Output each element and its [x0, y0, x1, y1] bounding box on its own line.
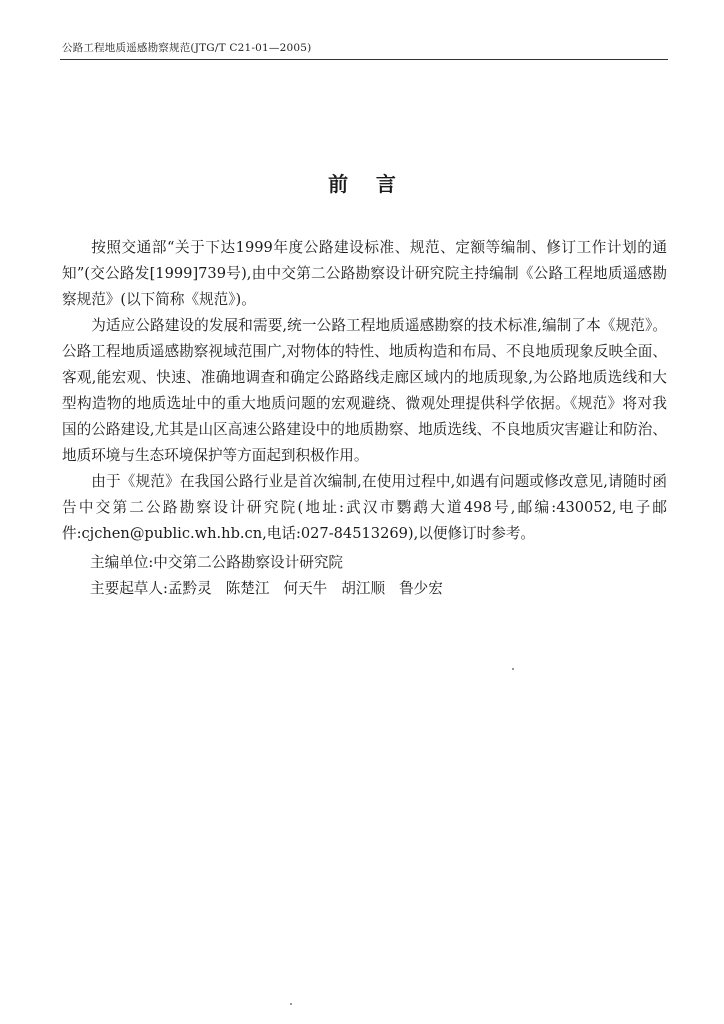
drafter-name: 胡江顺: [341, 580, 386, 597]
preface-body: [62, 235, 667, 547]
scan-speck: [512, 668, 514, 670]
running-header: 公路工程地质遥感勘察规范(JTG/T C21-01—2005): [62, 42, 312, 54]
paragraph-2: 为适应公路建设的发展和需要,统一公路工程地质遥感勘察的技术标准,编制了本《规范》。公路工程地质遥感勘察视域范围广,对物体的特性、地质构造和布局、不良地质现象反映全面、客观,能宏观、快速、准确地调查和确定公路路线走廊区域内的地质现象,为公路地质选线和大型构造物的地质选址中的重大地质问题的宏观避绕、微观处理提供科学依据。《规范》将对我国的公路建设,尤其是山区高速公路建设中的地质勘察、地质选线、不良地质灾害避让和防治、地质环境与生态环境保护等方面起到积极作用。: [62, 317, 667, 464]
paragraph-1: 按照交通部“关于下达1999年度公路建设标准、规范、定额等编制、修订工作计划的通知”(交公路发[1999]739号),由中交第二公路勘察设计研究院主持编制《公路工程地质遥感勘察规范》(以下简称《规范》)。: [62, 239, 667, 308]
drafter-name: 孟黔灵: [167, 580, 212, 597]
chief-unit-label: 主编单位:: [90, 554, 154, 571]
scan-speck: [290, 1003, 292, 1005]
drafters-line: [90, 576, 457, 602]
paragraph-3: 由于《规范》在我国公路行业是首次编制,在使用过程中,如遇有问题或修改意见,请随时函告中交第二公路勘察设计研究院(地址:武汉市鹦鹉大道498号,邮编:430052,电子邮件:cjchen@public.wh.hb.cn,电话:027-84513269),以便修订时参考。: [62, 473, 667, 542]
header-rule: [60, 59, 668, 60]
drafter-name: 陈楚江: [225, 580, 270, 597]
chief-unit-value: 中交第二公路勘察设计研究院: [153, 554, 344, 571]
drafter-name: 鲁少宏: [399, 580, 443, 597]
credits-block: [90, 550, 457, 602]
chief-unit-line: [90, 550, 457, 576]
page-title: 前 言: [328, 172, 396, 196]
drafter-name: 何天牛: [283, 580, 328, 597]
drafters-label: 主要起草人:: [90, 580, 168, 597]
